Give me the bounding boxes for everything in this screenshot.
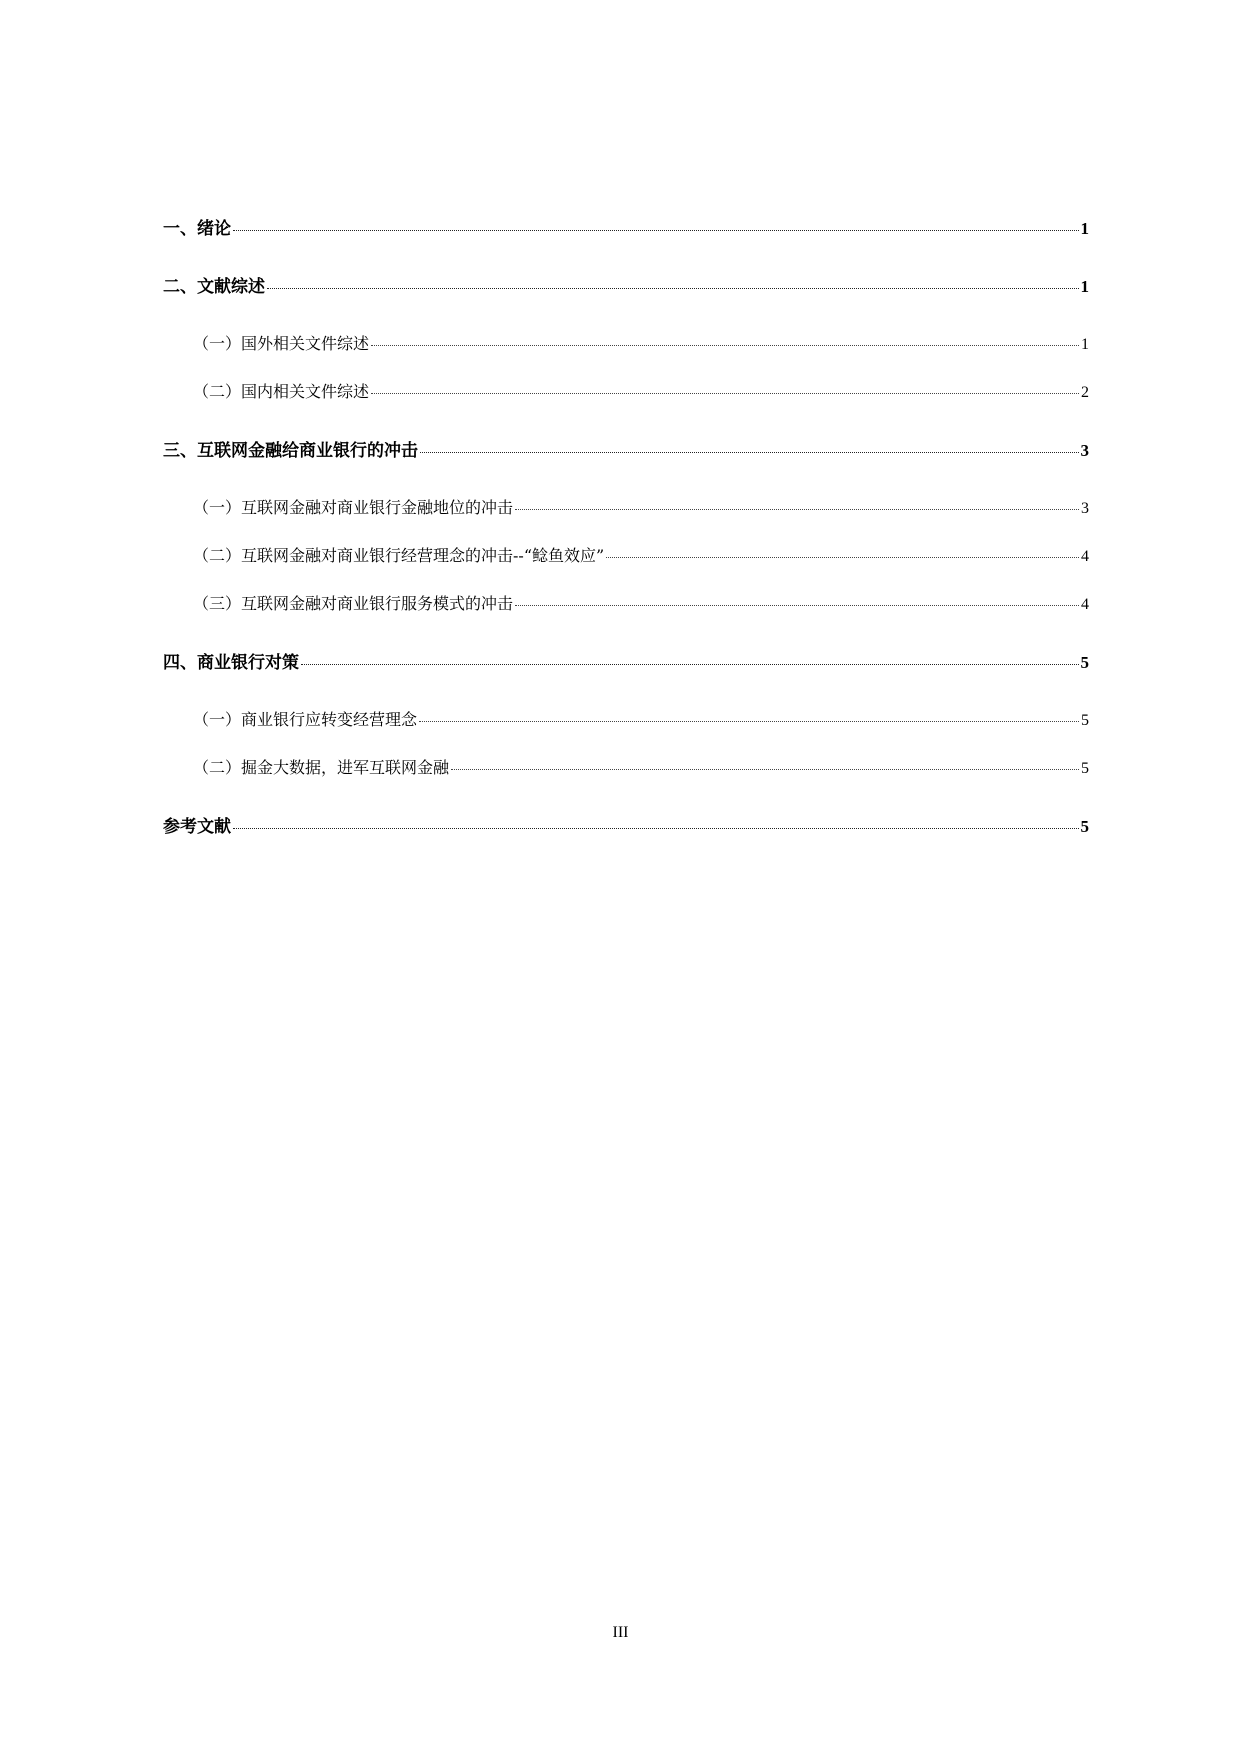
toc-entry[interactable] <box>163 436 1089 461</box>
toc-entry[interactable] <box>163 495 1089 518</box>
toc-leader-dots <box>301 664 1079 665</box>
toc-entry-page: 5 <box>1081 760 1089 777</box>
toc-leader-dots <box>267 288 1079 289</box>
toc-entry[interactable] <box>163 755 1089 778</box>
toc-entry-label: （三）互联网金融对商业银行服务模式的冲击 <box>193 594 514 613</box>
toc-entry-label: （一）商业银行应转变经营理念 <box>193 710 418 729</box>
toc-entry-label: （一）国外相关文件综述 <box>193 334 370 353</box>
toc-entry[interactable] <box>163 331 1089 354</box>
toc-leader-dots <box>420 452 1079 453</box>
toc-entry-label: 二、文献综述 <box>163 277 265 297</box>
toc-entry[interactable] <box>163 543 1089 566</box>
toc-entry-page: 5 <box>1080 817 1089 836</box>
toc-leader-dots <box>606 557 1079 558</box>
toc-entry-page: 5 <box>1080 653 1089 672</box>
toc-entry-page: 4 <box>1081 548 1089 565</box>
toc-entry-label: 参考文献 <box>163 817 231 837</box>
toc-leader-dots <box>233 230 1079 231</box>
toc-entry-label: （一）互联网金融对商业银行金融地位的冲击 <box>193 498 514 517</box>
page-number: III <box>612 1624 629 1641</box>
toc-entry-page: 3 <box>1080 441 1089 460</box>
toc-leader-dots <box>419 721 1079 722</box>
toc-leader-dots <box>371 393 1079 394</box>
toc-leader-dots <box>515 605 1079 606</box>
toc-entry-label: （二）互联网金融对商业银行经营理念的冲击--“鲶鱼效应” <box>193 546 605 565</box>
toc-entry[interactable] <box>163 707 1089 730</box>
toc-entry[interactable] <box>163 812 1089 837</box>
toc-entry[interactable] <box>163 379 1089 402</box>
toc-leader-dots <box>451 769 1079 770</box>
toc-leader-dots <box>515 509 1079 510</box>
toc-entry[interactable] <box>163 214 1089 239</box>
toc-entry-label: 三、互联网金融给商业银行的冲击 <box>163 441 418 461</box>
toc-entry[interactable] <box>163 648 1089 673</box>
toc-entry-page: 1 <box>1081 336 1089 353</box>
toc-entry-page: 3 <box>1081 500 1089 517</box>
toc-leader-dots <box>233 828 1079 829</box>
toc-leader-dots <box>371 345 1079 346</box>
toc-entry-label: （二）掘金大数据，进军互联网金融 <box>193 758 450 777</box>
toc-entry-label: 一、绪论 <box>163 219 231 239</box>
toc-entry-page: 1 <box>1080 219 1089 238</box>
toc-entry-label: （二）国内相关文件综述 <box>193 382 370 401</box>
toc-entry-label: 四、商业银行对策 <box>163 653 299 673</box>
toc-entry[interactable] <box>163 272 1089 297</box>
toc-entry-page: 2 <box>1081 384 1089 401</box>
toc-entry-page: 1 <box>1080 277 1089 296</box>
table-of-contents <box>163 214 1089 837</box>
toc-entry-page: 5 <box>1081 712 1089 729</box>
toc-entry-page: 4 <box>1081 596 1089 613</box>
toc-entry[interactable] <box>163 591 1089 614</box>
